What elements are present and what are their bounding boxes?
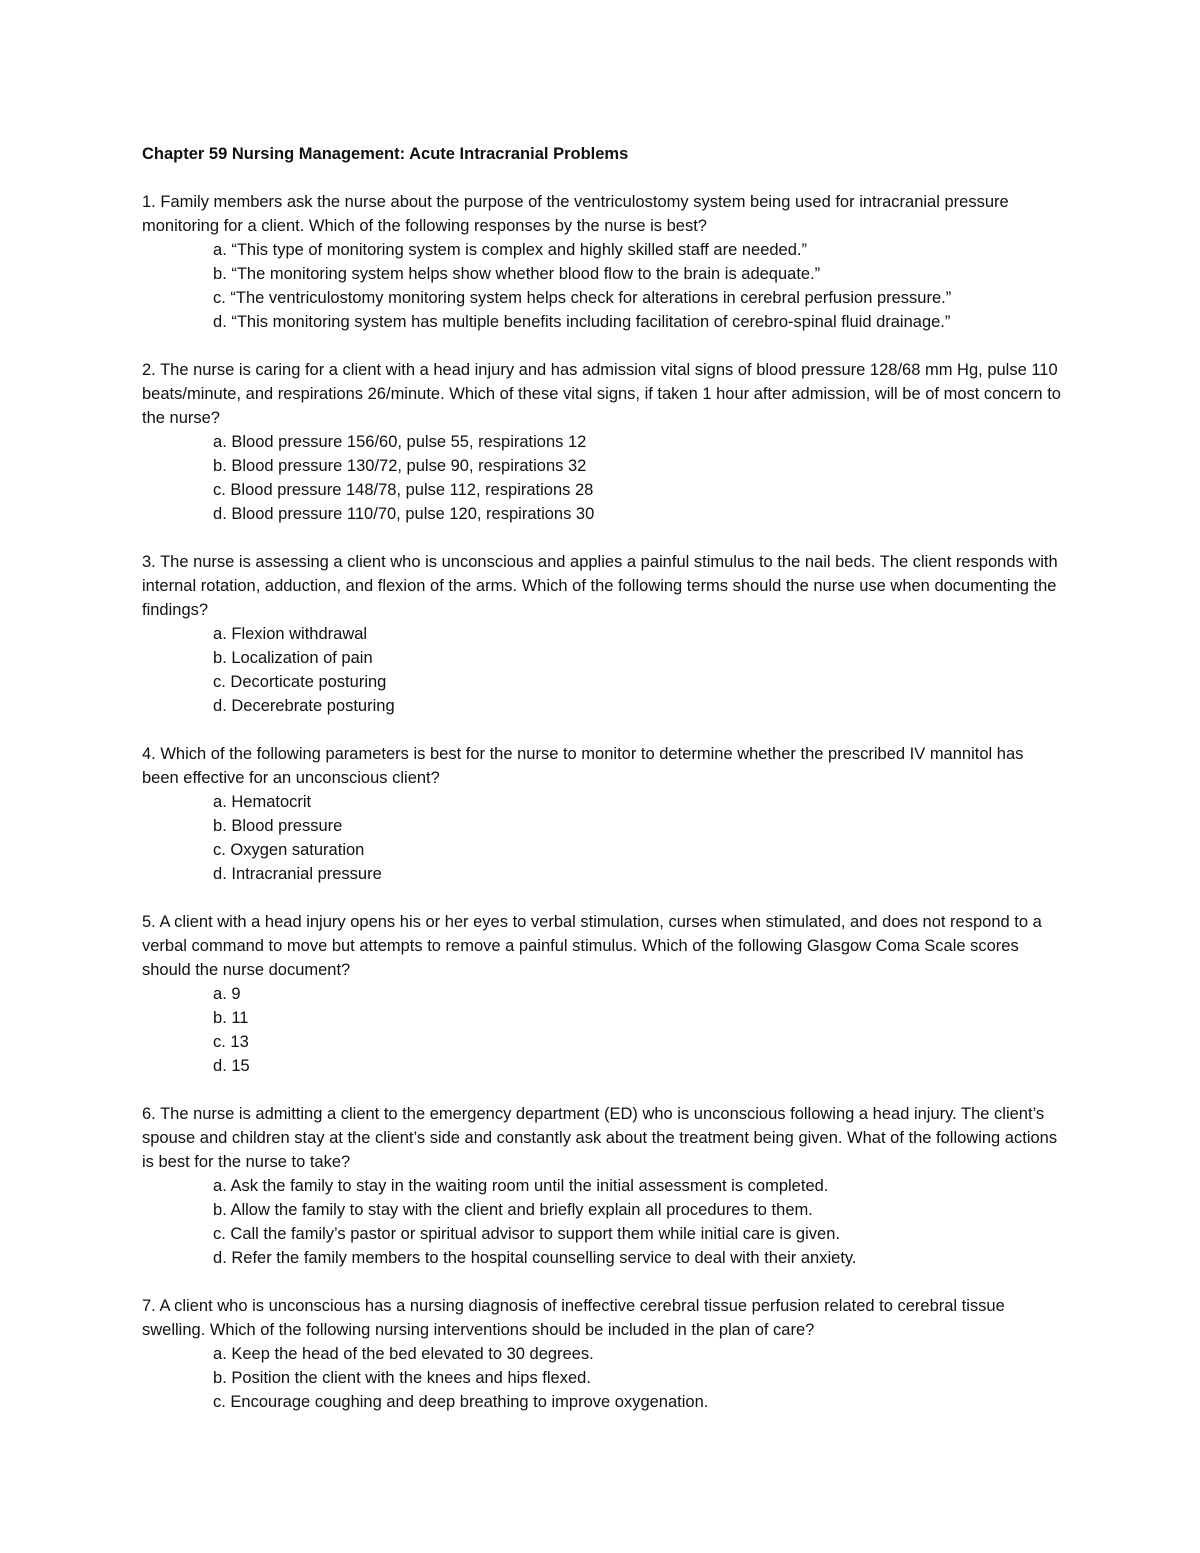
option-letter: d . xyxy=(213,1057,231,1075)
option-text: 9 xyxy=(231,985,241,1003)
option-text: Blood pressure 110/70, pulse 120, respirations 30 xyxy=(231,505,595,523)
answer-option-a xyxy=(213,1174,1062,1198)
question-1 xyxy=(142,190,1062,334)
option-letter: b . xyxy=(213,1201,230,1219)
option-text: Decerebrate posturing xyxy=(231,697,395,715)
option-letter: a . xyxy=(213,1177,230,1195)
option-text: Encourage coughing and deep breathing to improve oxygenation. xyxy=(230,1393,709,1411)
answer-option-d xyxy=(213,1054,1062,1078)
option-text: Localization of pain xyxy=(231,649,373,667)
question-5 xyxy=(142,910,1062,1078)
option-letter: b . xyxy=(213,817,231,835)
option-text: Blood pressure 148/78, pulse 112, respirations 28 xyxy=(230,481,594,499)
question-number: 4. xyxy=(142,745,156,763)
question-stem xyxy=(142,550,1062,622)
question-text: The nurse is admitting a client to the emergency department (ED) who is unconscious following a head injury. The client’s spouse and children stay at the client’s side and constantly ask about the treatment being given. What of the following actions is best for the nurse to take? xyxy=(142,1105,1058,1171)
answer-option-b xyxy=(213,262,1062,286)
question-stem xyxy=(142,742,1062,790)
option-letter: d . xyxy=(213,865,231,883)
option-text: Flexion withdrawal xyxy=(231,625,368,643)
option-text: “The ventriculostomy monitoring system helps check for alterations in cerebral perfusion pressure.” xyxy=(230,289,952,307)
answer-option-a xyxy=(213,1342,1062,1366)
answer-options xyxy=(142,622,1062,718)
option-letter: c . xyxy=(213,1393,230,1411)
answer-options xyxy=(142,1342,1062,1414)
option-letter: d . xyxy=(213,313,231,331)
question-text: A client who is unconscious has a nursing diagnosis of ineffective cerebral tissue perfusion related to cerebral tissue swelling. Which of the following nursing interventions should be included in the plan of care? xyxy=(142,1297,1005,1339)
answer-option-b xyxy=(213,646,1062,670)
question-number: 3. xyxy=(142,553,156,571)
answer-options xyxy=(142,1174,1062,1270)
answer-option-b xyxy=(213,454,1062,478)
answer-option-c xyxy=(213,286,1062,310)
question-number: 5. xyxy=(142,913,156,931)
answer-option-c xyxy=(213,1030,1062,1054)
question-4 xyxy=(142,742,1062,886)
option-text: 11 xyxy=(231,1009,249,1027)
answer-option-c xyxy=(213,1222,1062,1246)
option-letter: c . xyxy=(213,841,230,859)
option-letter: b . xyxy=(213,1009,231,1027)
question-stem xyxy=(142,910,1062,982)
option-text: Intracranial pressure xyxy=(231,865,382,883)
answer-option-d xyxy=(213,862,1062,886)
option-letter: c . xyxy=(213,289,230,307)
option-text: Keep the head of the bed elevated to 30 degrees. xyxy=(231,1345,594,1363)
option-letter: b . xyxy=(213,1369,231,1387)
question-text: Which of the following parameters is best for the nurse to monitor to determine whether the prescribed IV mannitol has been effective for an unconscious client? xyxy=(142,745,1024,787)
answer-option-a xyxy=(213,982,1062,1006)
answer-option-d xyxy=(213,1246,1062,1270)
question-stem xyxy=(142,1294,1062,1342)
option-letter: d . xyxy=(213,1249,231,1267)
question-number: 7. xyxy=(142,1297,156,1315)
answer-option-a xyxy=(213,790,1062,814)
option-letter: d . xyxy=(213,505,231,523)
answer-option-c xyxy=(213,670,1062,694)
option-letter: c . xyxy=(213,1225,230,1243)
answer-option-b xyxy=(213,814,1062,838)
answer-option-d xyxy=(213,694,1062,718)
question-stem xyxy=(142,358,1062,430)
option-text: Oxygen saturation xyxy=(230,841,365,859)
option-text: Call the family’s pastor or spiritual advisor to support them while initial care is given. xyxy=(230,1225,840,1243)
option-letter: d . xyxy=(213,697,231,715)
answer-option-a xyxy=(213,430,1062,454)
option-letter: a . xyxy=(213,793,231,811)
question-stem xyxy=(142,190,1062,238)
option-text: “This type of monitoring system is complex and highly skilled staff are needed.” xyxy=(231,241,807,259)
chapter-title: Chapter 59 Nursing Management: Acute Intracranial Problems xyxy=(142,145,629,163)
option-text: “The monitoring system helps show whether blood flow to the brain is adequate.” xyxy=(231,265,821,283)
answer-option-a xyxy=(213,622,1062,646)
question-number: 6. xyxy=(142,1105,156,1123)
answer-options xyxy=(142,790,1062,886)
option-letter: b . xyxy=(213,649,231,667)
question-6 xyxy=(142,1102,1062,1270)
question-2 xyxy=(142,358,1062,526)
option-letter: c . xyxy=(213,1033,230,1051)
question-7 xyxy=(142,1294,1062,1414)
option-text: Position the client with the knees and hips flexed. xyxy=(231,1369,591,1387)
answer-option-b xyxy=(213,1006,1062,1030)
answer-options xyxy=(142,982,1062,1078)
answer-option-d xyxy=(213,310,1062,334)
answer-options xyxy=(142,238,1062,334)
answer-options xyxy=(142,430,1062,526)
answer-option-a xyxy=(213,238,1062,262)
question-text: Family members ask the nurse about the purpose of the ventriculostomy system being used for intracranial pressure monitoring for a client. Which of the following responses by the nurse is best? xyxy=(142,193,1009,235)
option-letter: c . xyxy=(213,673,230,691)
question-text: A client with a head injury opens his or her eyes to verbal stimulation, curses when stimulated, and does not respond to a verbal command to move but attempts to remove a painful stimulus. Which of the following Glasgow Coma Scale scores should the nurse document? xyxy=(142,913,1042,979)
option-letter: a . xyxy=(213,625,231,643)
option-text: Ask the family to stay in the waiting room until the initial assessment is completed. xyxy=(230,1177,829,1195)
answer-option-b xyxy=(213,1198,1062,1222)
option-text: Hematocrit xyxy=(231,793,312,811)
option-text: Allow the family to stay with the client and briefly explain all procedures to them. xyxy=(230,1201,813,1219)
option-text: “This monitoring system has multiple benefits including facilitation of cerebro-spinal fluid drainage.” xyxy=(231,313,951,331)
option-letter: b . xyxy=(213,265,231,283)
question-text: The nurse is caring for a client with a head injury and has admission vital signs of blood pressure 128/68 mm Hg, pulse 110 beats/minute, and respirations 26/minute. Which of these vital signs, if taken 1 hour after admission, will be of most concern to the nurse? xyxy=(142,361,1061,427)
question-text: The nurse is assessing a client who is unconscious and applies a painful stimulus to the nail beds. The client responds with internal rotation, adduction, and flexion of the arms. Which of the following terms should the nurse use when documenting the findings? xyxy=(142,553,1058,619)
option-text: Blood pressure 156/60, pulse 55, respirations 12 xyxy=(231,433,587,451)
document-content xyxy=(142,142,1062,1438)
question-number: 1. xyxy=(142,193,156,211)
option-letter: a . xyxy=(213,985,231,1003)
option-text: Refer the family members to the hospital counselling service to deal with their anxiety. xyxy=(231,1249,857,1267)
answer-option-c xyxy=(213,1390,1062,1414)
option-text: Blood pressure 130/72, pulse 90, respirations 32 xyxy=(231,457,587,475)
answer-option-d xyxy=(213,502,1062,526)
answer-option-c xyxy=(213,838,1062,862)
option-letter: a . xyxy=(213,1345,231,1363)
option-text: Blood pressure xyxy=(231,817,343,835)
option-text: 13 xyxy=(230,1033,249,1051)
option-letter: b . xyxy=(213,457,231,475)
option-text: 15 xyxy=(231,1057,250,1075)
answer-option-c xyxy=(213,478,1062,502)
question-3 xyxy=(142,550,1062,718)
question-stem xyxy=(142,1102,1062,1174)
option-letter: c . xyxy=(213,481,230,499)
question-number: 2. xyxy=(142,361,156,379)
question-list xyxy=(142,190,1062,1414)
option-letter: a . xyxy=(213,433,231,451)
answer-option-b xyxy=(213,1366,1062,1390)
option-text: Decorticate posturing xyxy=(230,673,387,691)
option-letter: a . xyxy=(213,241,231,259)
